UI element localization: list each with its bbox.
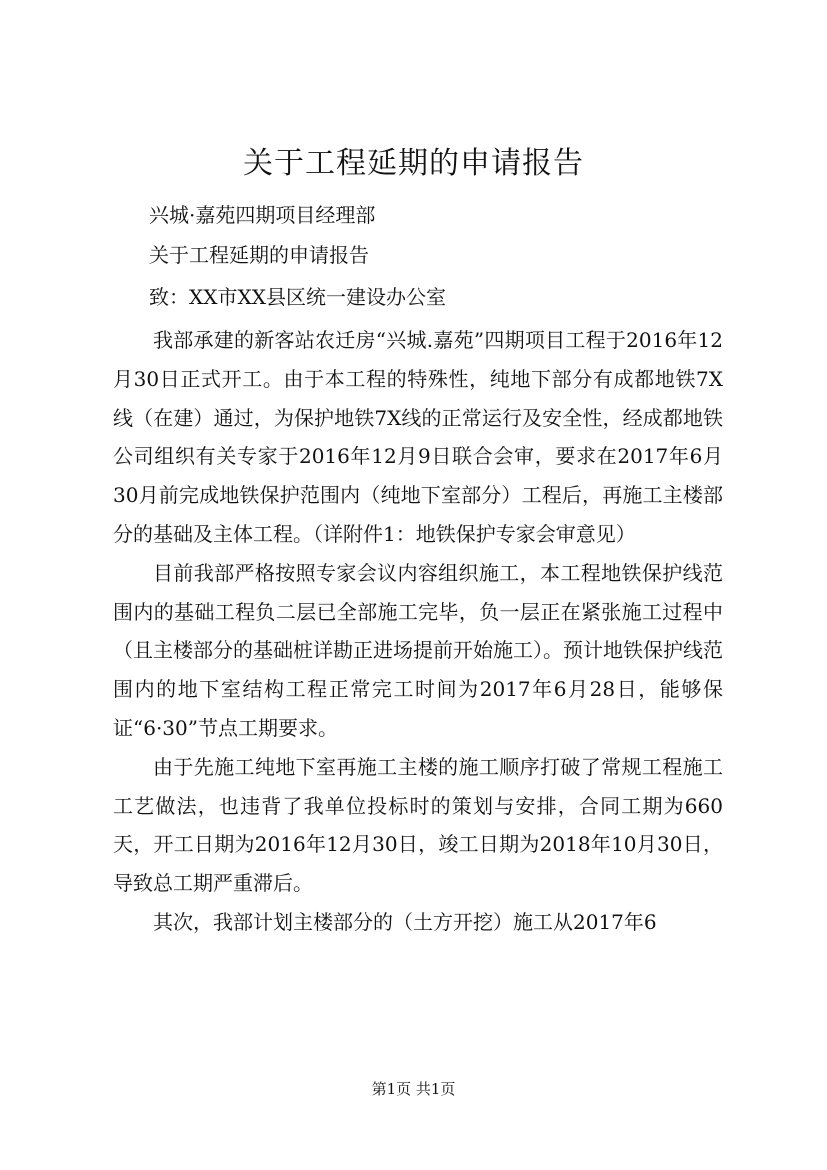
body-paragraph: 我部承建的新客站农迁房“兴城.嘉苑”四期项目工程于2016年12月30日正式开工。由于本工程的特殊性，纯地下部分有成都地铁7X线（在建）通过，为保护地铁7X线的正常运行及安全性，经成都地铁公司组织有关专家于2016年12月9日联合会审，要求在2017年6月30月前完成地铁保护范围内（纯地下室部分）工程后，再施工主楼部分的基础及主体工程。（详附件1：地铁保护专家会审意见） <box>113 328 723 546</box>
project-department-line: 兴城·嘉苑四期项目经理部 <box>149 203 376 227</box>
recipient-line: 致：XX市XX县区统一建设办公室 <box>149 285 446 309</box>
document-body <box>113 321 723 942</box>
body-paragraph: 其次，我部计划主楼部分的（土方开挖）施工从2017年6 <box>153 909 657 934</box>
body-paragraph: 由于先施工纯地下室再施工主楼的施工顺序打破了常规工程施工工艺做法，也违背了我单位投标时的策划与安排，合同工期为660天，开工日期为2016年12月30日，竣工日期为2018年10月30日，导致总工期严重滞后。 <box>113 754 723 896</box>
report-subject-line: 关于工程延期的申请报告 <box>149 243 369 267</box>
document-title: 关于工程延期的申请报告 <box>243 146 584 181</box>
body-paragraph: 目前我部严格按照专家会议内容组织施工，本工程地铁保护线范围内的基础工程负二层已全部施工完毕，负一层正在紧张施工过程中（且主楼部分的基础桩详勘正进场提前开始施工）。预计地铁保护线范围内的地下室结构工程正常完工时间为2017年6月28日，能够保证“6·30”节点工期要求。 <box>113 560 723 740</box>
page-footer: 第1页 共1页 <box>371 1080 456 1098</box>
